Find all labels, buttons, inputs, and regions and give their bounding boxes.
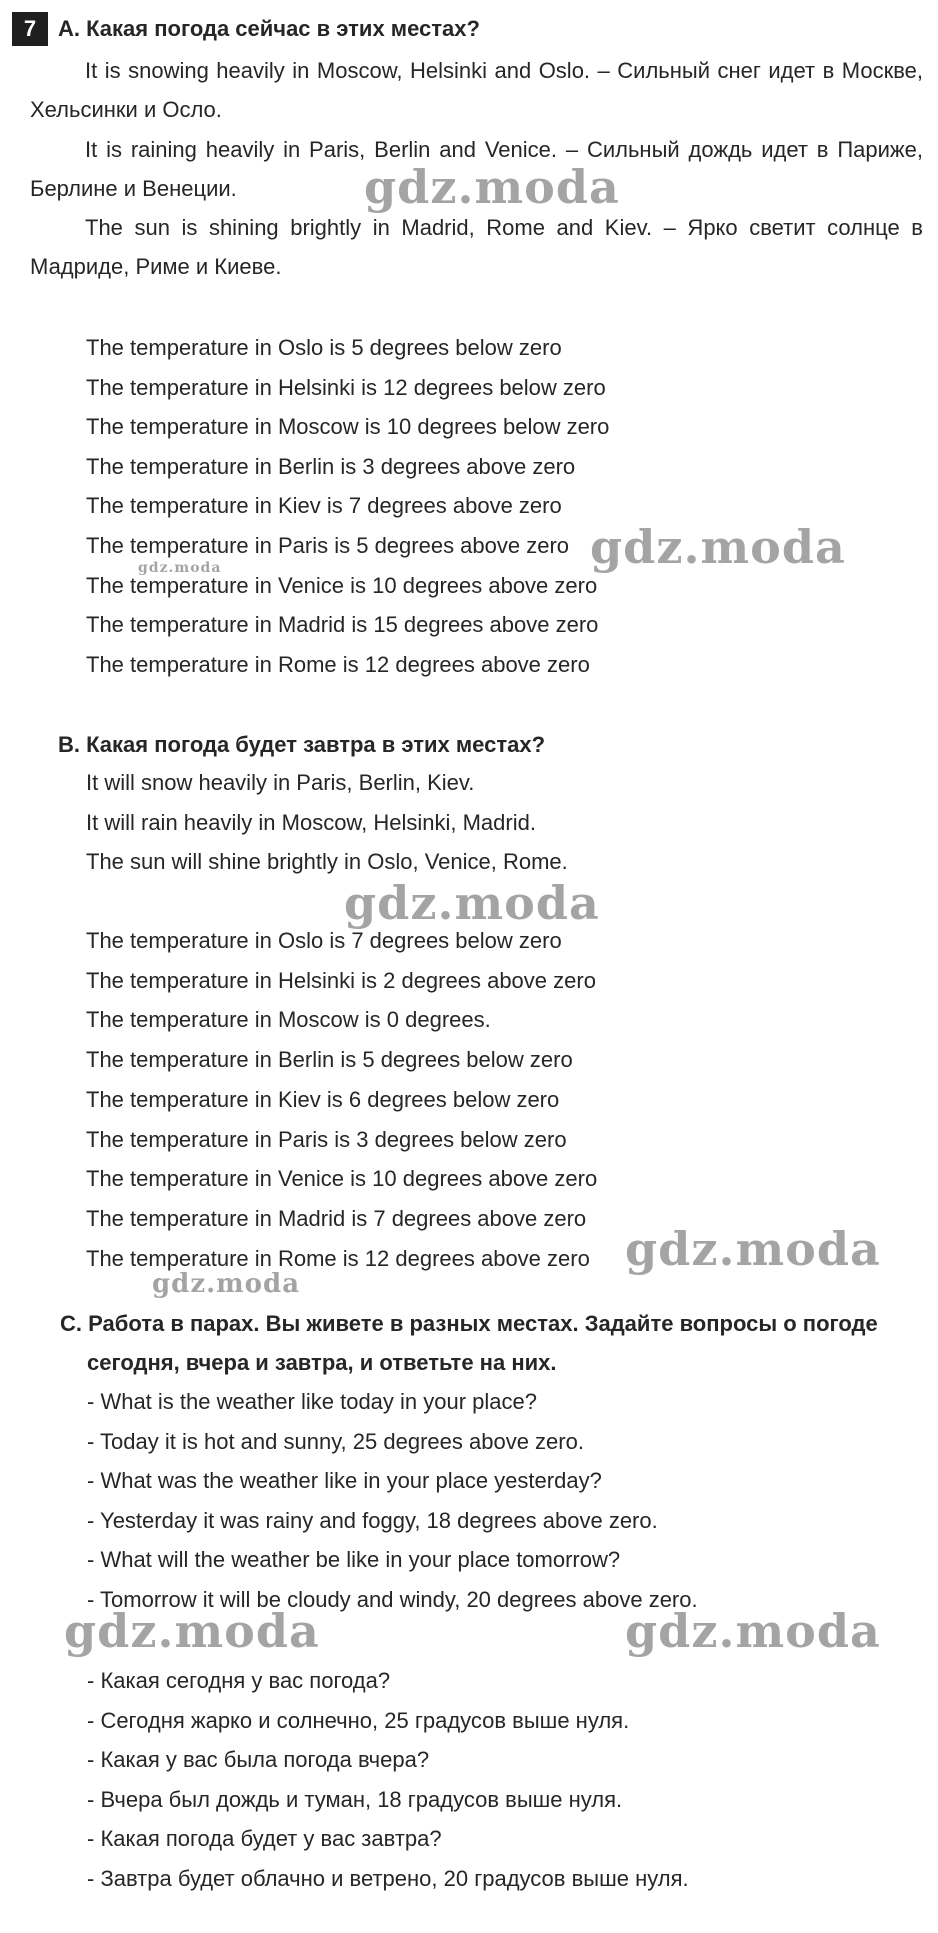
temperature-line: The temperature in Helsinki is 12 degrees below zero [86,374,606,400]
forecast-line: The sun will shine brightly in Oslo, Venice, Rome. [86,849,568,874]
forecast-line: It will snow heavily in Paris, Berlin, Kiev. [86,770,475,795]
temperature-line: The temperature in Rome is 12 degrees above zero [86,651,590,677]
dialogue-line: - Today it is hot and sunny, 25 degrees above zero. [87,1428,584,1454]
watermark-logo: gdz.moda [64,1604,320,1658]
temperature-line: The temperature in Moscow is 10 degrees below zero [86,414,610,440]
temperature-line: The temperature in Helsinki is 2 degrees above zero [86,967,596,993]
temperature-line: The temperature in Venice is 10 degrees above zero [86,1166,598,1192]
dialogue-line: - Сегодня жарко и солнечно, 25 градусов выше нуля. [87,1707,630,1733]
dialogue-line: - Какая сегодня у вас погода? [87,1668,391,1693]
task-number-badge: 7 [12,12,48,46]
temperature-line: The temperature in Paris is 5 degrees above zero [86,533,570,558]
dialogue-line: - Tomorrow it will be cloudy and windy, 20 degrees above zero. [87,1587,698,1612]
dialogue-line: - What was the weather like in your place yesterday? [87,1468,602,1494]
section-c-heading-line-2: сегодня, вчера и завтра, и ответьте на них. [87,1350,557,1375]
temperature-line: The temperature in Moscow is 0 degrees. [86,1007,491,1033]
watermark-logo: gdz.moda [364,160,620,214]
temperature-line: The temperature in Oslo is 5 degrees below zero [86,335,562,360]
temperature-line: The temperature in Rome is 12 degrees above zero [86,1245,590,1271]
dialogue-line: - Какая погода будет у вас завтра? [87,1826,442,1852]
temperature-line: The temperature in Oslo is 7 degrees below zero [86,928,562,953]
temperature-line: The temperature in Berlin is 5 degrees below zero [86,1047,573,1073]
temperature-line: The temperature in Paris is 3 degrees below zero [86,1126,567,1152]
section-c-heading-line-1: C. Работа в парах. Вы живете в разных местах. Задайте вопросы о погоде [60,1311,878,1336]
temperature-line: The temperature in Berlin is 3 degrees above zero [86,453,576,479]
forecast-line: It will rain heavily in Moscow, Helsinki, Madrid. [86,809,536,835]
section-a-heading: A. Какая погода сейчас в этих местах? [58,16,480,41]
watermark-logo: gdz.moda [590,520,846,574]
watermark-logo: gdz.moda [344,876,600,930]
dialogue-line: - Завтра будет облачно и ветрено, 20 градусов выше нуля. [87,1866,689,1891]
dialogue-line: - Какая у вас была погода вчера? [87,1747,430,1773]
temperature-line: The temperature in Kiev is 6 degrees below zero [86,1086,560,1112]
dialogue-line: - What will the weather be like in your place tomorrow? [87,1547,621,1573]
temperature-line: The temperature in Madrid is 15 degrees above zero [86,612,599,638]
section-a-paragraph: It is raining heavily in Paris, Berlin and Venice. – Сильный дождь идет в Париже, Берлине и Венеции. [30,137,923,201]
section-b-heading: B. Какая погода будет завтра в этих местах? [58,732,546,757]
section-a-paragraph: It is snowing heavily in Moscow, Helsinki and Oslo. – Сильный снег идет в Москве, Хельсинки и Осло. [30,58,923,122]
dialogue-line: - Yesterday it was rainy and foggy, 18 degrees above zero. [87,1507,658,1533]
watermark-logo: gdz.moda [138,560,222,576]
section-a-paragraph: The sun is shining brightly in Madrid, Rome and Kiev. – Ярко светит солнце в Мадриде, Риме и Киеве. [30,215,923,279]
dialogue-line: - Вчера был дождь и туман, 18 градусов выше нуля. [87,1786,623,1812]
temperature-line: The temperature in Madrid is 7 degrees above zero [86,1205,587,1231]
temperature-line: The temperature in Kiev is 7 degrees above zero [86,493,562,519]
watermark-logo: gdz.moda [625,1604,881,1658]
watermark-logo: gdz.moda [625,1222,881,1276]
watermark-logo: gdz.moda [152,1269,301,1299]
temperature-line: The temperature in Venice is 10 degrees above zero [86,572,598,598]
dialogue-line: - What is the weather like today in your place? [87,1389,538,1414]
